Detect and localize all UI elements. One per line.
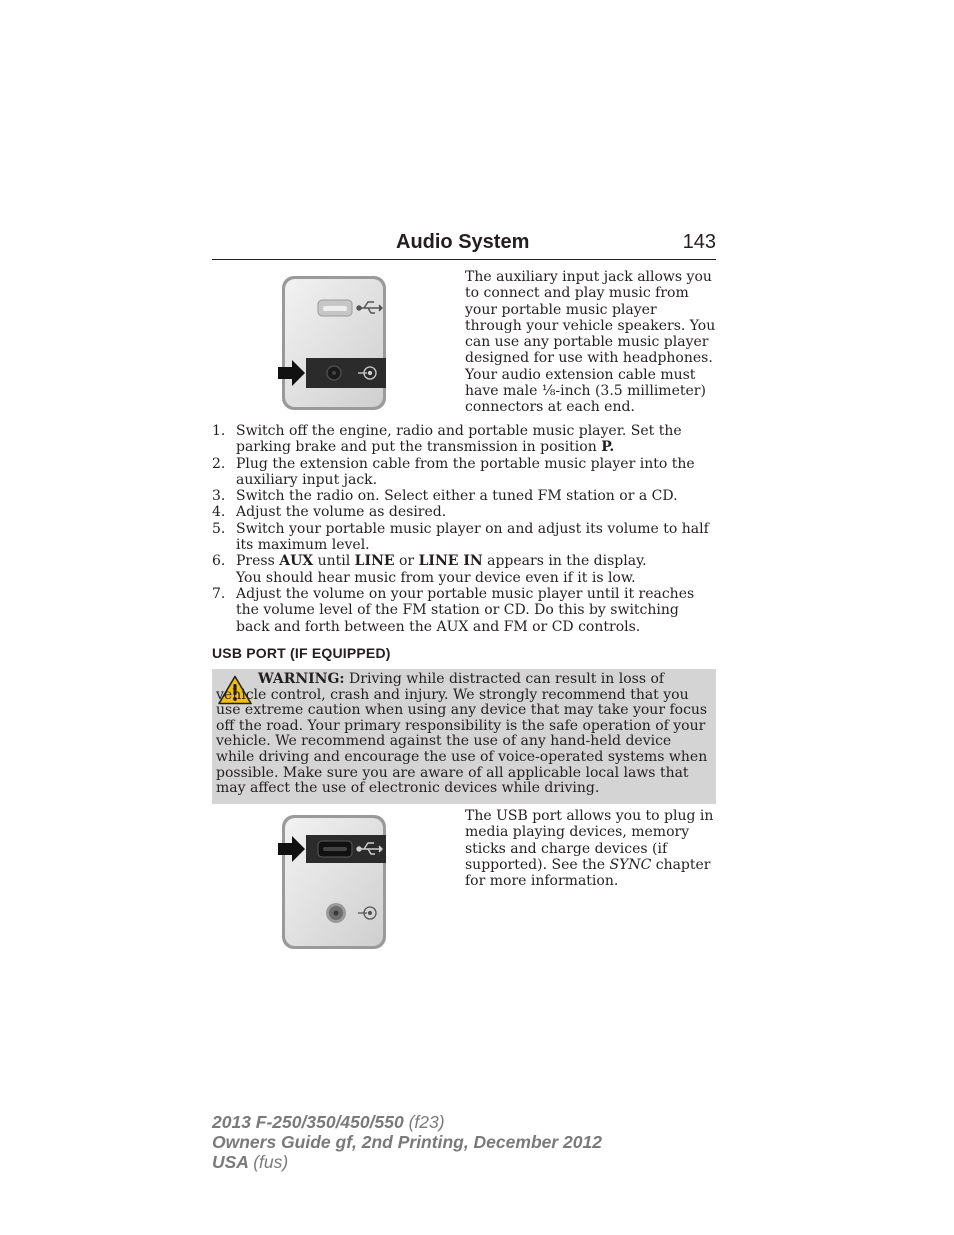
list-item: 2. Plug the extension cable from the portable music player into the auxiliary input jack. [212, 455, 695, 488]
usb-port-shape [318, 300, 352, 316]
warning-box [212, 669, 716, 804]
usb-section-heading: USB PORT (IF EQUIPPED) [212, 645, 391, 661]
page-number: 143 [682, 231, 716, 253]
page-title: Audio System [396, 231, 530, 253]
warning-text: WARNING: Driving while distracted can result in loss of vehicle control, crash and injury. We strongly recommend that you use extreme caution when using any device that may take your focus off the road. Your primary responsibility is the safe operation of your vehicle. We recommend against the use of any hand-held device while driving and encourage the use of voice-operated systems when possible. Make sure you are aware of all applicable local laws that may affect the use of electronic devices while driving. [216, 671, 708, 797]
list-item: 6. Press AUX until LINE or LINE IN appears in the display. You should hear music from your device even if it is low. [212, 553, 647, 586]
aux-jack-shape [326, 903, 346, 923]
footer-market-line: USA (fus) [212, 1152, 289, 1172]
aux-jack-illustration [278, 274, 390, 412]
page-footer [212, 1112, 602, 1172]
aux-steps-list [212, 423, 716, 635]
page-header [212, 229, 716, 260]
list-item: 1. Switch off the engine, radio and portable music player. Set the parking brake and put the transmission in position P. [212, 423, 682, 456]
usb-intro-paragraph: The USB port allows you to plug in media playing devices, memory sticks and charge devices (if supported). See the SYNC chapter for more information. [465, 808, 714, 890]
list-item: 7. Adjust the volume on your portable music player until it reaches the volume level of the FM station or CD. Do this by switching back and forth between the AUX and FM or CD controls. [212, 585, 695, 635]
footer-guide-line: Owners Guide gf, 2nd Printing, December 2012 [212, 1132, 602, 1152]
list-item: 4. Adjust the volume as desired. [212, 504, 447, 521]
aux-intro-paragraph: The auxiliary input jack allows you to connect and play music from your portable music player through your vehicle speakers. You can use any portable music player designed for use with headphones. Your audio extension cable must have male ⅛-inch (3.5 millimeter) connectors at each end. [465, 269, 716, 416]
list-item: 3. Switch the radio on. Select either a tuned FM station or a CD. [212, 488, 678, 505]
footer-model-line: 2013 F-250/350/450/550 (f23) [212, 1112, 445, 1132]
usb-port-illustration [278, 813, 390, 951]
aux-jack-highlight [306, 358, 386, 388]
list-item: 5. Switch your portable music player on and adjust its volume to half its maximum level. [212, 520, 709, 554]
